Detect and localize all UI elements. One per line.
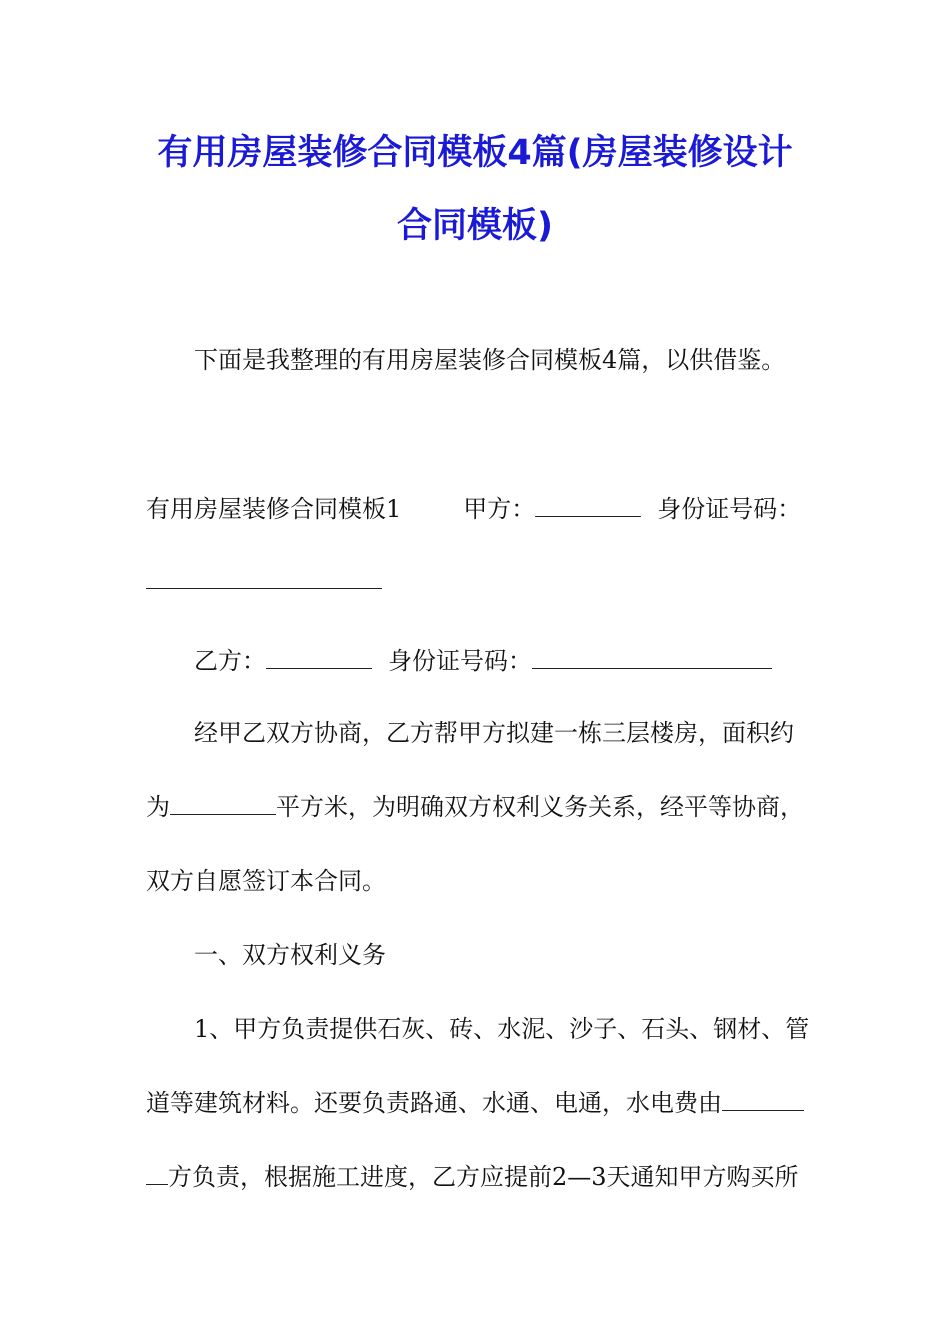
item-1-line-1: 1、甲方负责提供石灰、砖、水泥、沙子、石头、钢材、管: [194, 1015, 810, 1043]
paragraph-1-line-2-end: 平方米，为明确双方权利义务关系，经平等协商，: [276, 793, 804, 821]
item-1-line-3-text: 方负责，根据施工进度，乙方应提前2—3天通知甲方购买所: [168, 1163, 799, 1191]
paragraph-1-line-2: [146, 792, 804, 822]
party-a-id-label: 身份证号码：: [657, 495, 802, 523]
party-a-id-blank-line: [146, 566, 382, 596]
party-b-line: [194, 646, 772, 676]
contract-1-header-line: [146, 494, 801, 524]
section-heading: 有用房屋装修合同模板1: [146, 495, 402, 523]
paragraph-1-line-2-start: 为: [146, 793, 170, 821]
document-title-line-2: 合同模板): [397, 206, 553, 246]
item-1-line-2-text: 道等建筑材料。还要负责路通、水通、电通，水电费由: [146, 1089, 722, 1117]
utility-payer-blank-end: [146, 1164, 168, 1185]
item-1-line-2: [146, 1088, 804, 1118]
item-1-line-3: [146, 1162, 799, 1192]
paragraph-1-line-1: 经甲乙双方协商，乙方帮甲方拟建一栋三层楼房，面积约: [194, 719, 794, 747]
party-a-blank: [535, 496, 641, 517]
article-1-heading: 一、双方权利义务: [194, 941, 386, 969]
party-a-label: 甲方：: [463, 495, 536, 523]
party-b-id-label: 身份证号码：: [388, 647, 532, 675]
party-a-id-blank: [146, 568, 382, 589]
area-blank: [170, 794, 276, 815]
intro-paragraph: 下面是我整理的有用房屋装修合同模板4篇，以供借鉴。: [194, 346, 786, 374]
paragraph-1-line-3: 双方自愿签订本合同。: [146, 867, 386, 895]
party-b-id-blank: [532, 648, 772, 669]
party-b-blank: [266, 648, 372, 669]
document-title-line-1: 有用房屋装修合同模板4篇(房屋装修设计: [157, 133, 793, 173]
party-b-label: 乙方：: [194, 647, 266, 675]
utility-payer-blank-start: [722, 1090, 804, 1111]
